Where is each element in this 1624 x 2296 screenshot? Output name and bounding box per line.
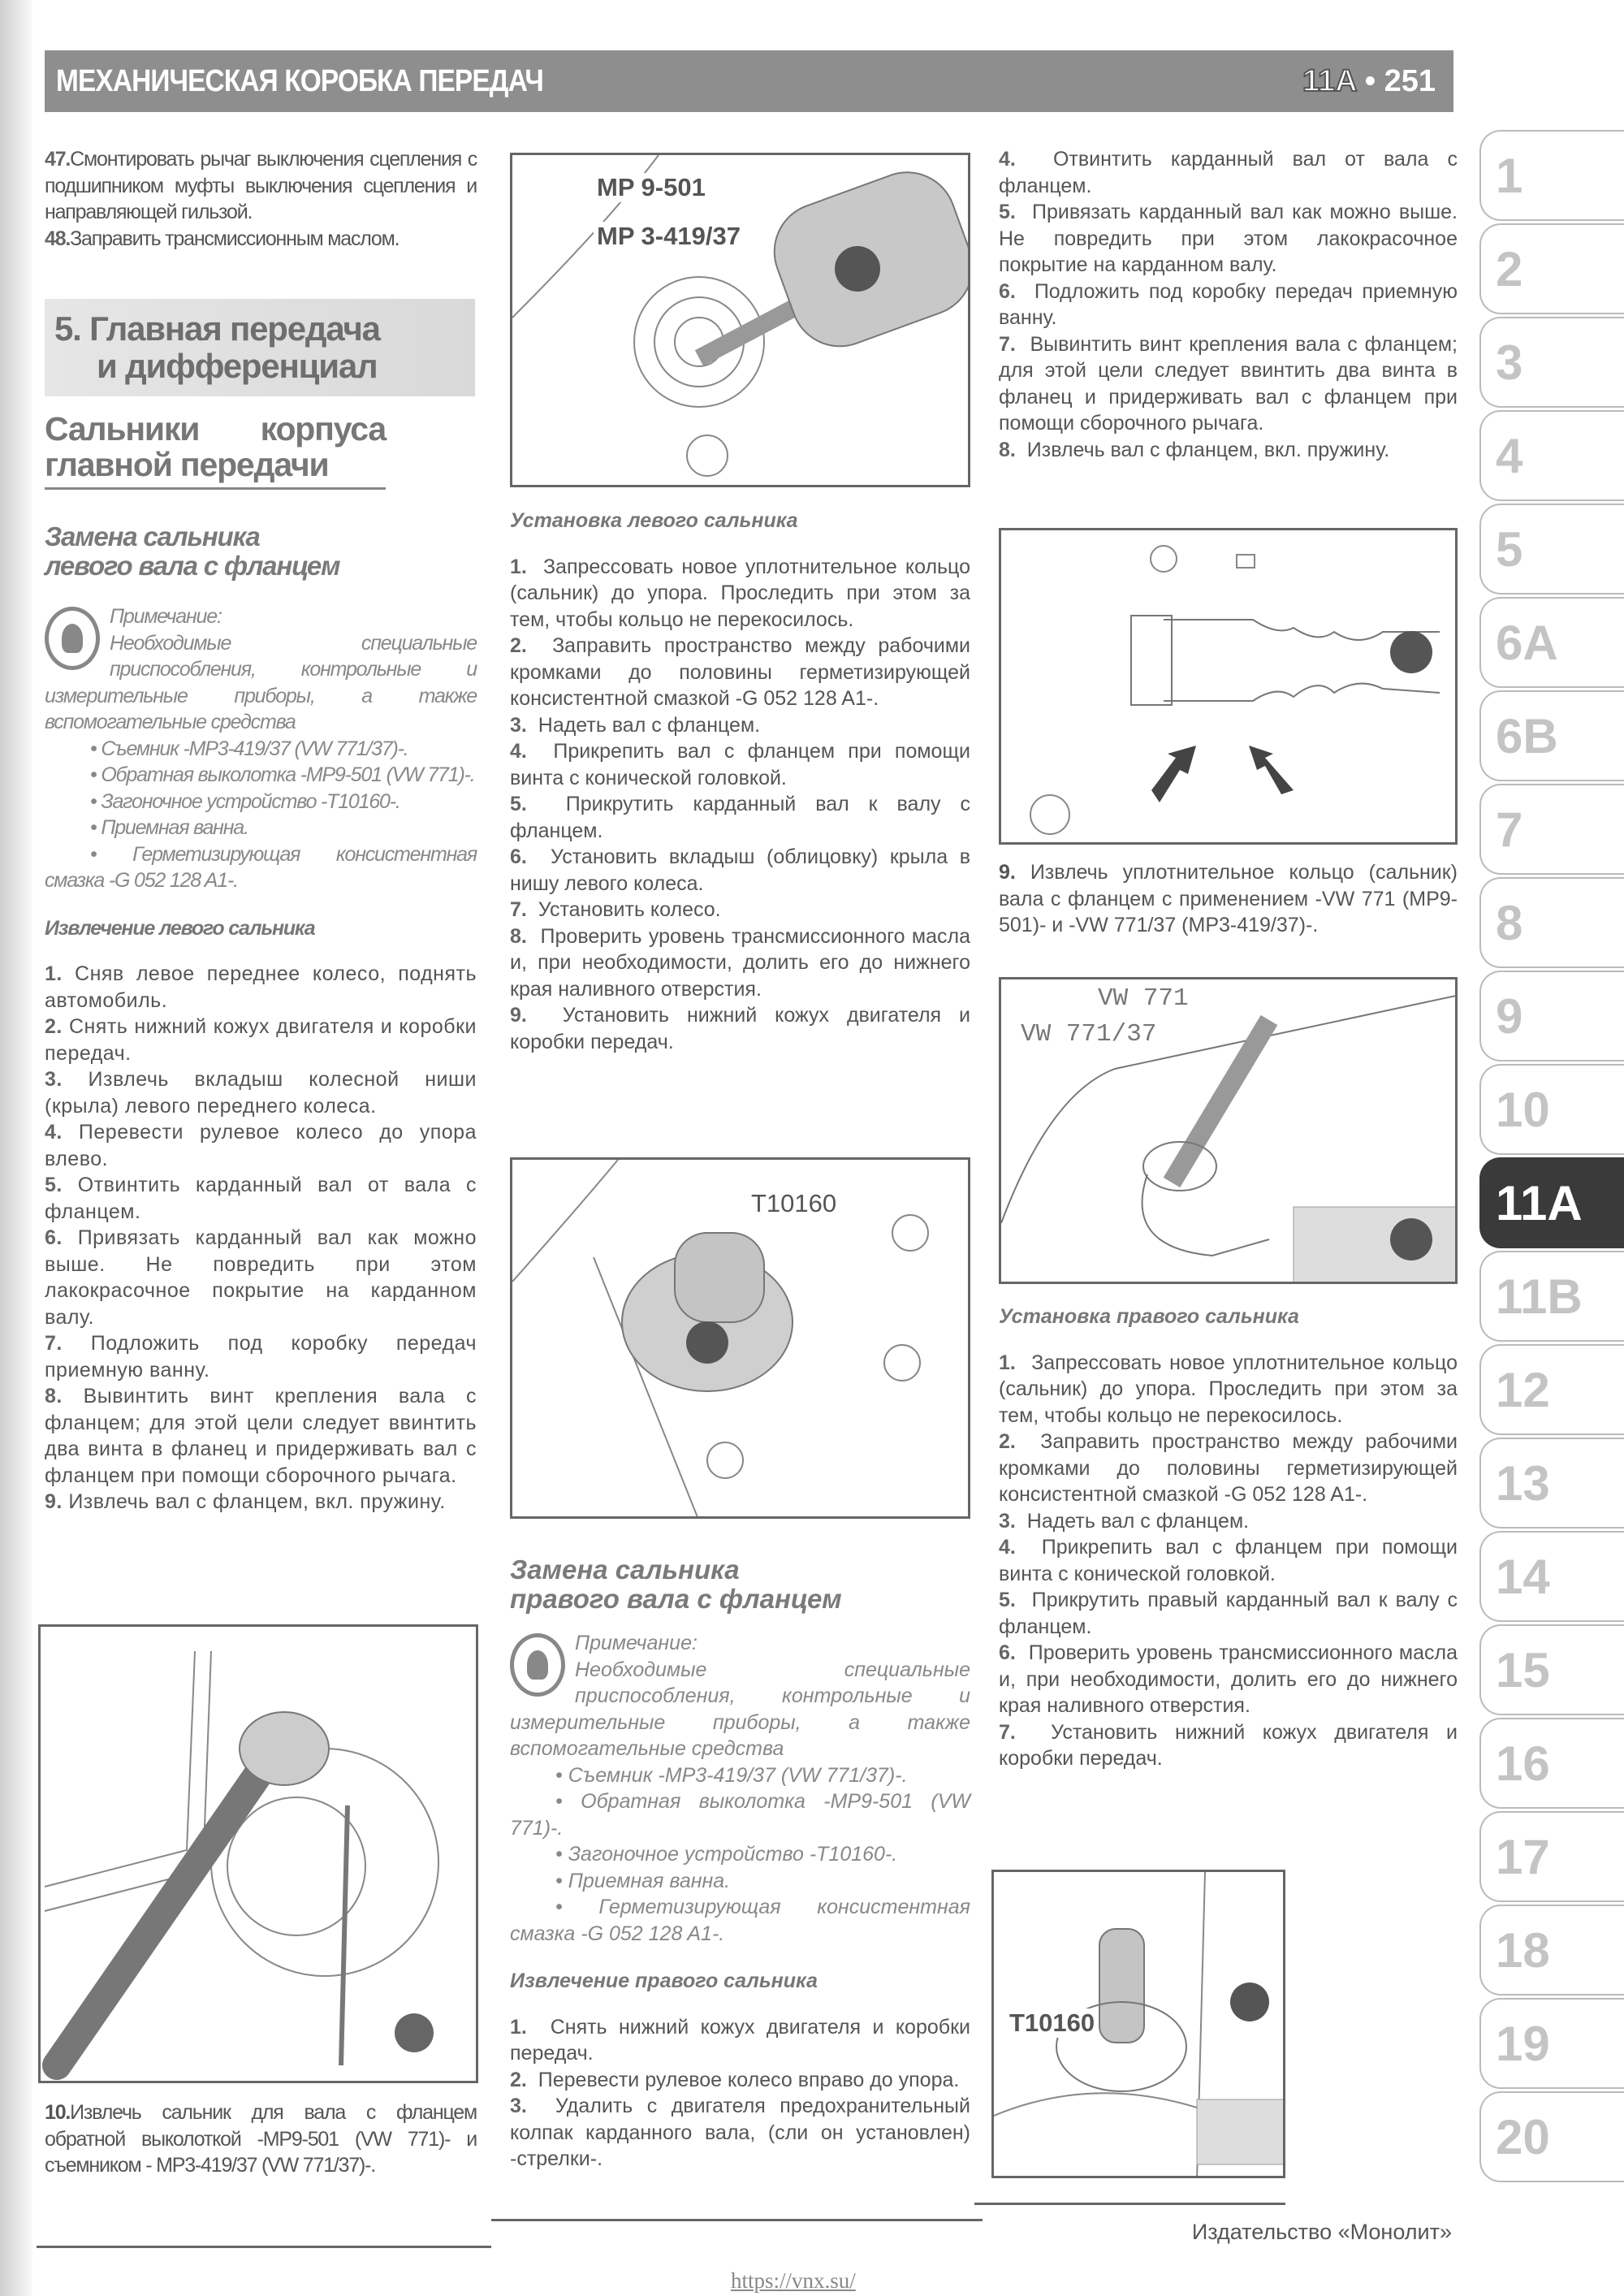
section-title-box — [45, 299, 475, 396]
lightbulb-icon — [510, 1633, 565, 1697]
publisher-name: Издательство «Монолит» — [1191, 2220, 1452, 2244]
step: 2. Заправить пространство между рабочими кромками до половины герметизирующей консистентной смазкой -G 052 128 A1-. — [510, 634, 970, 710]
install-right-title: Установка правого сальника — [999, 1305, 1299, 1328]
step: 1. Снять нижний кожух двигателя и коробки передач. — [510, 2015, 970, 2065]
note-left — [45, 603, 477, 894]
intro-steps — [45, 146, 477, 252]
step: 3. Извлечь вкладыш колесной ниши (крыла) левого переднего колеса. — [45, 1068, 477, 1118]
step: 5. Прикрутить правый карданный вал к валу с фланцем. — [999, 1589, 1458, 1638]
figure-label: VW 771/37 — [1017, 1020, 1160, 1049]
section-title-line2: и дифференциал — [97, 347, 378, 385]
step: 6. Привязать карданный вал как можно выше. Не повредить при этом лакокрасочное покрытие на карданном валу. — [45, 1226, 477, 1329]
footer-rule-middle — [491, 2219, 983, 2221]
note-item: • Герметизирующая консистентная смазка -G 052 128 A1-. — [45, 841, 477, 894]
step: 7. Установить нижний кожух двигателя и коробки передач. — [999, 1720, 1458, 1770]
step: 5. Отвинтить карданный вал от вала с фланцем. — [45, 1174, 477, 1223]
note-text: Необходимые специальные приспособления, контрольные и измерительные приборы, а также вспомогательные средства — [510, 1658, 970, 1760]
left-column — [45, 146, 477, 1516]
figure-label: MP 9-501 — [594, 173, 709, 202]
step: 2. Перевести рулевое колесо вправо до упора. — [510, 2068, 960, 2091]
step: 9. Установить нижний кожух двигателя и коробки передач. — [510, 1004, 970, 1053]
note-label: Примечание: — [575, 1632, 698, 1654]
footer-rule-right — [974, 2203, 1285, 2205]
subsection-title: Сальники корпуса главной передачи — [45, 411, 386, 490]
step: 4. Прикрепить вал с фланцем при помощи винта с конической головкой. — [510, 740, 970, 789]
replace-left-title: Замена сальника левого вала с фланцем — [45, 521, 340, 581]
step-48: 48.Заправить трансмиссионным маслом. — [45, 227, 400, 250]
removal-left-title: Извлечение левого сальника — [45, 916, 315, 940]
step: 9. Извлечь вал с фланцем, вкл. пружину. — [45, 1490, 446, 1513]
tab-5[interactable]: 5 — [1479, 504, 1624, 595]
step: 6. Проверить уровень трансмиссионного масла и, при необходимости, долить его до нижнего края наливного отверстия. — [999, 1641, 1458, 1717]
tab-15[interactable]: 15 — [1479, 1624, 1624, 1715]
step-47: 47.Смонтировать рычаг выключения сцепления с подшипником муфты выключения сцепления и направляющей гильзой. — [45, 148, 477, 223]
replace-right-title: Замена сальника правого вала с фланцем — [510, 1554, 842, 1614]
tab-14[interactable]: 14 — [1479, 1531, 1624, 1622]
tab-12[interactable]: 12 — [1479, 1344, 1624, 1435]
page-num: 251 — [1384, 63, 1436, 98]
step: 8. Извлечь вал с фланцем, вкл. пружину. — [999, 438, 1390, 461]
figure-mp9-501 — [510, 153, 970, 487]
middle-column-lower — [510, 1555, 970, 2173]
figure-label: VW 771 — [1095, 984, 1192, 1013]
step: 4. Отвинтить карданный вал от вала с фланцем. — [999, 148, 1458, 197]
note-item: • Обратная выколотка -МР9-501 (VW 771)-. — [45, 762, 477, 789]
step: 5. Привязать карданный вал как можно выше. Не повредить при этом лакокрасочное покрытие на карданном валу. — [999, 201, 1458, 276]
step: 2. Снять нижний кожух двигателя и коробки передач. — [45, 1015, 477, 1065]
install-left-title: Установка левого сальника — [510, 509, 798, 532]
tab-11b[interactable]: 11B — [1479, 1251, 1624, 1342]
step: 8. Вывинтить винт крепления вала с фланцем; для этой цели следует ввинтить два винта в фланец и придерживать вал с фланцем при помощи сборочного рычага. — [45, 1385, 477, 1487]
step: 4. Прикрепить вал с фланцем при помощи винта с конической головкой. — [999, 1536, 1458, 1585]
step: 7. Подложить под коробку передач приемную ванну. — [45, 1332, 477, 1381]
tab-4[interactable]: 4 — [1479, 410, 1624, 501]
figure-vw771 — [999, 977, 1458, 1284]
note-item: • Герметизирующая консистентная смазка -G 052 128 A1-. — [510, 1894, 970, 1947]
note-item: • Загоночное устройство -Т10160-. — [510, 1841, 970, 1868]
figure-t10160-right — [991, 1870, 1285, 2178]
figure-arrows-boots — [999, 528, 1458, 845]
note-label: Примечание: — [110, 605, 222, 628]
figure-label: T10160 — [1006, 2008, 1098, 2038]
tab-8[interactable]: 8 — [1479, 877, 1624, 968]
right-column-lower — [999, 1304, 1458, 1772]
step: 8. Проверить уровень трансмиссионного масла и, при необходимости, долить его до нижнего края наливного отверстия. — [510, 924, 970, 1001]
step-10: 10.Извлечь сальник для вала с фланцем обратной выколоткой -МР9-501 (VW 771)- и съемником - МР3-419/37 (VW 771/37)-. — [45, 2101, 477, 2177]
step: 3. Надеть вал с фланцем. — [999, 1509, 1250, 1533]
page-header — [45, 50, 1453, 112]
step: 1. Сняв левое переднее колесо, поднять автомобиль. — [45, 962, 477, 1012]
removal-right-title: Извлечение правого сальника — [510, 1970, 818, 1992]
step: 5. Прикрутить карданный вал к валу с фланцем. — [510, 793, 970, 842]
tab-18[interactable]: 18 — [1479, 1905, 1624, 1995]
note-item: • Загоночное устройство -Т10160-. — [45, 789, 477, 815]
tab-1[interactable]: 1 — [1479, 130, 1624, 221]
tab-11a-active[interactable]: 11A — [1479, 1157, 1624, 1248]
removal-left-steps — [45, 961, 477, 1516]
chapter-title: МЕХАНИЧЕСКАЯ КОРОБКА ПЕРЕДАЧ — [56, 63, 544, 98]
figure-ratchet-removal — [38, 1624, 478, 2083]
tab-16[interactable]: 16 — [1479, 1718, 1624, 1809]
book-spine-shadow — [0, 0, 32, 2296]
step: 4. Перевести рулевое колесо до упора влево. — [45, 1121, 477, 1170]
step: 1. Запрессовать новое уплотнительное кольцо (сальник) до упора. Проследить при этом за тем, чтобы кольцо не перекосилось. — [999, 1351, 1458, 1427]
note-item: • Обратная выколотка -МР9-501 (VW 771)-. — [510, 1788, 970, 1841]
figure-label: MP 3-419/37 — [594, 222, 744, 251]
step: 3. Удалить с двигателя предохранительный колпак карданного вала, (сли он установлен) -стрелки-. — [510, 2095, 970, 2170]
step: 7. Установить колесо. — [510, 898, 721, 921]
note-text: Необходимые специальные приспособления, контрольные и измерительные приборы, а также вспомогательные средства — [45, 631, 477, 733]
tab-6a[interactable]: 6A — [1479, 597, 1624, 688]
figure-label: T10160 — [748, 1189, 840, 1218]
lightbulb-icon — [45, 607, 100, 670]
note-item: • Приемная ванна. — [510, 1868, 970, 1895]
page-number: 11A • 251 — [1302, 63, 1436, 98]
step: 2. Заправить пространство между рабочими кромками до половины герметизирующей консистентной смазкой -G 052 128 A1-. — [999, 1430, 1458, 1506]
chapter-tabs — [1479, 130, 1624, 2185]
step: 7. Вывинтить винт крепления вала с фланцем; для этой цели следует ввинтить два винта в фланец и придерживать вал с фланцем при помощи сборочного рычага. — [999, 332, 1458, 435]
step-9-right: 9. Извлечь уплотнительное кольцо (сальник) вала с фланцем с применением -VW 771 (МР9-501)- и -VW 771/37 (МР3-419/37)-. — [999, 861, 1458, 936]
step: 6. Установить вкладыш (облицовку) крыла в нишу левого колеса. — [510, 845, 970, 895]
source-link[interactable]: https://vnx.su/ — [731, 2268, 856, 2293]
tab-20[interactable]: 20 — [1479, 2091, 1624, 2182]
note-item: • Съемник -МР3-419/37 (VW 771/37)-. — [45, 736, 477, 763]
tab-10[interactable]: 10 — [1479, 1064, 1624, 1155]
middle-column — [510, 508, 970, 1055]
step: 1. Запрессовать новое уплотнительное кольцо (сальник) до упора. Проследить при этом за тем, чтобы кольцо не перекосилось. — [510, 555, 970, 631]
tab-9[interactable]: 9 — [1479, 971, 1624, 1062]
note-right — [510, 1630, 970, 1947]
tab-7[interactable]: 7 — [1479, 784, 1624, 875]
section-title-line1: 5. Главная передача — [54, 309, 380, 348]
tab-3[interactable]: 3 — [1479, 317, 1624, 408]
step: 6. Подложить под коробку передач приемную ванну. — [999, 279, 1458, 329]
tab-2[interactable]: 2 — [1479, 223, 1624, 314]
right-column — [999, 146, 1458, 463]
chapter-code: 11A — [1302, 63, 1357, 98]
tab-17[interactable]: 17 — [1479, 1811, 1624, 1902]
tab-19[interactable]: 19 — [1479, 1998, 1624, 2089]
tab-6b[interactable]: 6B — [1479, 690, 1624, 781]
figure-t10160-left — [510, 1157, 970, 1519]
note-item: • Приемная ванна. — [45, 815, 477, 841]
tab-13[interactable]: 13 — [1479, 1438, 1624, 1529]
footer-rule-left — [37, 2246, 491, 2248]
step: 3. Надеть вал с фланцем. — [510, 713, 761, 737]
note-item: • Съемник -МР3-419/37 (VW 771/37)-. — [510, 1762, 970, 1789]
